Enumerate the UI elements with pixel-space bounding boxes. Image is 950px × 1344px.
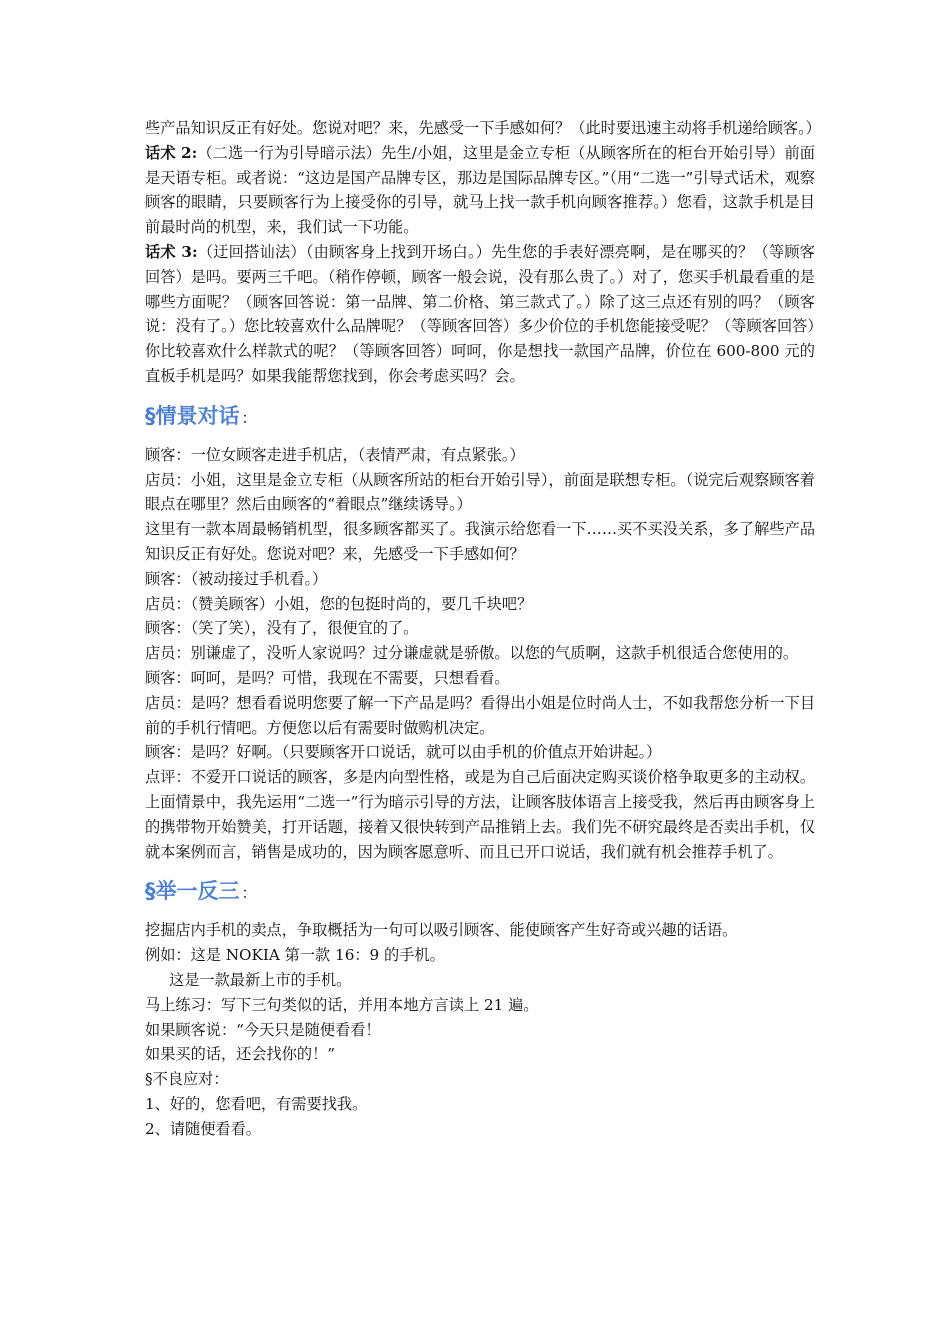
- bad-response-heading: §不良应对：: [145, 1070, 229, 1089]
- practice-line: 挖掘店内手机的卖点，争取概括为一句可以吸引顾客、能使顾客产生好奇或兴趣的话语。: [145, 921, 738, 940]
- practice-exercise: 马上练习：写下三句类似的话，并用本地方言读上 21 遍。: [145, 995, 539, 1014]
- dialogue-line: 店员：小姐，这里是金立专柜（从顾客所站的柜台开始引导），前面是联想专柜。（说完后观察顾客着眼点在哪里？然后由顾客的“着眼点”继续诱导。）: [145, 470, 815, 514]
- huashu-2-label: 话术 2:: [145, 143, 198, 162]
- dialogue-line: 顾客：（笑了笑），没有了，很便宜的了。: [145, 619, 419, 638]
- dialogue-line: 这里有一款本周最畅销机型，很多顾客都买了。我演示给您看一下……买不买没关系，多了解些产品知识反正有好处。您说对吧？来，先感受一下手感如何？: [145, 520, 815, 563]
- section-heading-practice-colon: ：: [241, 884, 257, 903]
- document-body: [145, 116, 821, 1141]
- section-heading-dialogue: [145, 401, 815, 433]
- section-heading-practice: [145, 876, 815, 908]
- huashu-2-text: （二选一行为引导暗示法）先生/小姐，这里是金立专柜（从顾客所在的柜台开始引导）前面是天语专柜。或者说：“这边是国产品牌专区，那边是国际品牌专区。”（用“二选一”引导式话术，观察顾客的眼睛，只要顾客行为上接受你的引导，就马上找一款手机向顾客推荐。）您看，这款手机是目前最时尚的机型，来，我们试一下功能。: [145, 143, 815, 237]
- dialogue-line: 顾客：（被动接过手机看。）: [145, 569, 328, 588]
- practice-example: 例如：这是 NOKIA 第一款 16：9 的手机。: [145, 946, 445, 965]
- section-heading-dialogue-colon: ：: [241, 408, 257, 427]
- commentary-paragraph: 点评：不爱开口说话的顾客，多是内向型性格，或是为自己后面决定购买谈价格争取更多的主动权。上面情景中，我先运用“二选一”行为暗示引导的方法，让顾客肢体语言上接受我，然后再由顾客身上的携带物开始赞美，打开话题，接着又很快转到产品推销上去。我们先不研究最终是否卖出手机，仅就本案例而言，销售是成功的，因为顾客愿意听、而且已开口说话，我们就有机会推荐手机了。: [145, 768, 815, 861]
- huashu-3-text: （迂回搭讪法）（由顾客身上找到开场白。）先生您的手表好漂亮啊，是在哪买的？（等顾客回答）是吗。要两三千吧。（稍作停顿，顾客一般会说，没有那么贵了。）对了，您买手机最看重的是哪些方面呢？（顾客回答说：第一品牌、第二价格、第三款式了。）除了这三点还有别的吗？（顾客说：没有了。）您比较喜欢什么品牌呢？（等顾客回答）多少价位的手机您能接受呢？（等顾客回答）你比较喜欢什么样款式的呢？（等顾客回答）呵呵，你是想找一款国产品牌，价位在 600-800 元的直板手机是吗？如果我能帮您找到，你会考虑买吗？会。: [145, 242, 815, 385]
- intro-paragraph: 些产品知识反正有好处。您说对吧？来，先感受一下手感如何？（此时要迅速主动将手机递给顾客。）: [145, 119, 821, 137]
- section-heading-practice-title: §举一反三: [145, 879, 240, 904]
- huashu-3-label: 话术 3:: [145, 242, 198, 261]
- section-heading-dialogue-title: §情景对话: [145, 403, 240, 428]
- huashu-3-paragraph: [145, 240, 815, 389]
- huashu-2-paragraph: [145, 141, 815, 240]
- bad-response-item: 1、好的，您看吧，有需要找我。: [145, 1094, 368, 1113]
- dialogue-line: 顾客：呵呵，是吗？可惜，我现在不需要，只想看看。: [145, 668, 510, 687]
- dialogue-line: 店员：别谦虚了，没听人家说吗？过分谦虚就是骄傲。以您的气质啊，这款手机很适合您使用的。: [145, 644, 799, 663]
- dialogue-line: 店员：是吗？想看看说明您要了解一下产品是吗？看得出小姐是位时尚人士，不如我帮您分析一下目前的手机行情吧。方便您以后有需要时做购机决定。: [145, 693, 815, 737]
- customer-quote-2: 如果买的话，还会找你的！”: [145, 1045, 336, 1064]
- practice-example-2: 这是一款最新上市的手机。: [169, 970, 352, 989]
- dialogue-line: 店员：（赞美顾客）小姐，您的包挺时尚的，要几千块吧？: [145, 594, 533, 613]
- customer-quote-1: 如果顾客说：“今天只是随便看看！: [145, 1020, 381, 1039]
- dialogue-line: 顾客：是吗？好啊。（只要顾客开口说话，就可以由手机的价值点开始讲起。）: [145, 743, 662, 762]
- dialogue-line: 顾客：一位女顾客走进手机店，（表情严肃，有点紧张。）: [145, 445, 525, 464]
- bad-response-item: 2、请随便看看。: [145, 1119, 261, 1138]
